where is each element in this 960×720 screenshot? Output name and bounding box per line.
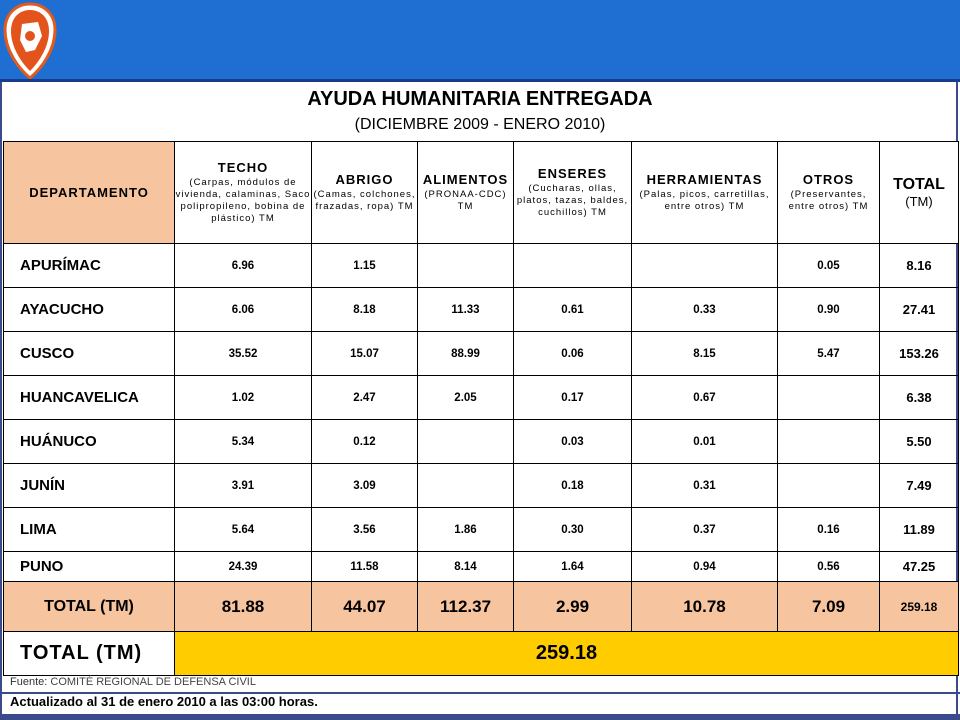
value-cell [418, 464, 514, 508]
value-cell [778, 464, 880, 508]
dept-cell: HUANCAVELICA [4, 376, 175, 420]
value-cell: 1.86 [418, 508, 514, 552]
dept-cell: LIMA [4, 508, 175, 552]
row-total-cell: 5.50 [880, 420, 959, 464]
value-cell [778, 376, 880, 420]
dept-cell: HUÁNUCO [4, 420, 175, 464]
footer-band [0, 714, 960, 720]
aid-table [3, 141, 959, 676]
value-cell: 35.52 [175, 332, 312, 376]
dept-cell: CUSCO [4, 332, 175, 376]
value-cell: 3.91 [175, 464, 312, 508]
table-row [4, 332, 959, 376]
value-cell: 11.58 [312, 552, 418, 582]
dept-cell: PUNO [4, 552, 175, 582]
table-row [4, 508, 959, 552]
value-cell [418, 244, 514, 288]
value-cell: 0.33 [632, 288, 778, 332]
row-total-cell: 8.16 [880, 244, 959, 288]
row-total-cell: 6.38 [880, 376, 959, 420]
value-cell: 0.17 [514, 376, 632, 420]
value-cell: 8.18 [312, 288, 418, 332]
value-cell: 8.15 [632, 332, 778, 376]
total-value-cell: 2.99 [514, 582, 632, 632]
value-cell: 0.18 [514, 464, 632, 508]
row-total-cell: 27.41 [880, 288, 959, 332]
value-cell: 5.47 [778, 332, 880, 376]
value-cell: 0.94 [632, 552, 778, 582]
row-total-cell: 153.26 [880, 332, 959, 376]
total-value-cell: 81.88 [175, 582, 312, 632]
value-cell: 0.30 [514, 508, 632, 552]
value-cell [418, 420, 514, 464]
totals-label: TOTAL (TM) [4, 582, 175, 632]
indeci-shield-icon [2, 2, 58, 80]
table-row [4, 464, 959, 508]
value-cell: 0.61 [514, 288, 632, 332]
value-cell: 0.06 [514, 332, 632, 376]
table-row [4, 244, 959, 288]
value-cell: 88.99 [418, 332, 514, 376]
page-subtitle: (DICIEMBRE 2009 - ENERO 2010) [354, 116, 606, 133]
page-title: AYUDA HUMANITARIA ENTREGADA [307, 88, 653, 110]
value-cell: 0.31 [632, 464, 778, 508]
dept-cell: AYACUCHO [4, 288, 175, 332]
value-cell: 2.05 [418, 376, 514, 420]
col-header-total: TOTAL (TM) [880, 142, 959, 244]
value-cell: 0.12 [312, 420, 418, 464]
header-band [0, 0, 960, 82]
value-cell: 0.03 [514, 420, 632, 464]
source-value: COMITÉ REGIONAL DE DEFENSA CIVIL [50, 676, 256, 688]
total-value-cell: 7.09 [778, 582, 880, 632]
row-total-cell: 47.25 [880, 552, 959, 582]
value-cell: 0.67 [632, 376, 778, 420]
dept-header: DEPARTAMENTO [4, 142, 175, 244]
value-cell: 0.56 [778, 552, 880, 582]
value-cell [632, 244, 778, 288]
value-cell: 0.16 [778, 508, 880, 552]
row-total-cell: 7.49 [880, 464, 959, 508]
value-cell: 0.90 [778, 288, 880, 332]
value-cell: 8.14 [418, 552, 514, 582]
value-cell: 6.96 [175, 244, 312, 288]
col-header-herramientas: HERRAMIENTAS (Palas, picos, carretillas, entre otros) TM [632, 142, 778, 244]
col-header-otros: OTROS (Preservantes, entre otros) TM [778, 142, 880, 244]
value-cell: 3.56 [312, 508, 418, 552]
value-cell: 15.07 [312, 332, 418, 376]
value-cell: 0.05 [778, 244, 880, 288]
value-cell: 11.33 [418, 288, 514, 332]
total-value-cell: 10.78 [632, 582, 778, 632]
value-cell [778, 420, 880, 464]
grand-total-row [4, 632, 959, 676]
grand-total-label: TOTAL (TM) [4, 632, 175, 676]
source-note [10, 676, 256, 688]
total-value-cell: 44.07 [312, 582, 418, 632]
table-row [4, 288, 959, 332]
dept-cell: APURÍMAC [4, 244, 175, 288]
value-cell: 6.06 [175, 288, 312, 332]
table-row [4, 552, 959, 582]
totals-row [4, 582, 959, 632]
value-cell: 0.01 [632, 420, 778, 464]
source-label: Fuente: [10, 676, 48, 688]
col-header-abrigo: ABRIGO (Camas, colchones, frazadas, ropa) TM [312, 142, 418, 244]
row-total-cell: 11.89 [880, 508, 959, 552]
value-cell [514, 244, 632, 288]
grand-total-value: 259.18 [175, 632, 959, 676]
table-row [4, 376, 959, 420]
updated-note: Actualizado al 31 de enero 2010 a las 03:00 horas. [10, 694, 318, 709]
col-header-techo: TECHO (Carpas, módulos de vivienda, calaminas, Saco polipropileno, bobina de plástico) TM [175, 142, 312, 244]
value-cell: 0.37 [632, 508, 778, 552]
value-cell: 1.02 [175, 376, 312, 420]
col-header-alimentos: ALIMENTOS (PRONAA-CDC) TM [418, 142, 514, 244]
value-cell: 1.64 [514, 552, 632, 582]
value-cell: 5.64 [175, 508, 312, 552]
dept-cell: JUNÍN [4, 464, 175, 508]
value-cell: 24.39 [175, 552, 312, 582]
table-row [4, 420, 959, 464]
value-cell: 1.15 [312, 244, 418, 288]
value-cell: 3.09 [312, 464, 418, 508]
value-cell: 2.47 [312, 376, 418, 420]
col-header-enseres: ENSERES (Cucharas, ollas, platos, tazas, baldes, cuchillos) TM [514, 142, 632, 244]
table-header-row [4, 142, 959, 244]
value-cell: 5.34 [175, 420, 312, 464]
totals-row-total: 259.18 [880, 582, 959, 632]
total-value-cell: 112.37 [418, 582, 514, 632]
